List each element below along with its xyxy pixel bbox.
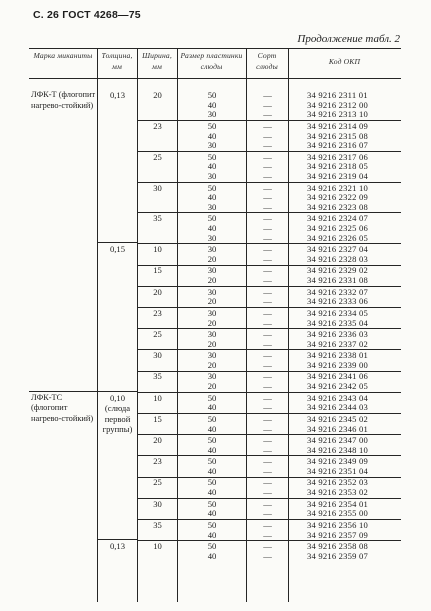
okp-code-value: 34 9216 2319 04: [307, 171, 369, 181]
plate-size-value: 40: [207, 130, 217, 141]
mica-sort-dash: —: [263, 359, 272, 370]
okp-code-value: 34 9216 2347 00: [307, 435, 369, 446]
mica-sort-dash: —: [263, 286, 272, 297]
plate-size-value: 40: [207, 529, 217, 540]
thickness-separator: [97, 242, 137, 243]
mica-sort-dash: —: [263, 161, 272, 172]
plate-size-value: 40: [207, 223, 217, 234]
width-value: 23: [153, 307, 162, 318]
okp-code-value: 34 9216 2321 10: [307, 182, 369, 193]
okp-code-value: 34 9216 2315 08: [307, 130, 369, 141]
mica-sort-dash: —: [263, 338, 272, 349]
okp-code-value: 34 9216 2344 03: [307, 402, 369, 413]
width-value: 15: [153, 265, 162, 276]
okp-code-value: 34 9216 2349 09: [307, 456, 369, 467]
plate-size-value: 50: [207, 392, 217, 403]
plate-size-value: 50: [207, 541, 217, 552]
mica-sort-dash: —: [263, 307, 272, 318]
mica-sort-dash: —: [263, 329, 272, 340]
mica-sort-dash: —: [263, 435, 272, 446]
width-value: 20: [153, 90, 162, 100]
mica-sort-dash: —: [263, 201, 272, 212]
plate-size-value: 30: [207, 265, 217, 276]
okp-code-value: 34 9216 2351 04: [307, 465, 369, 476]
plate-size-value: 50: [207, 90, 217, 100]
okp-code-value: 34 9216 2311 01: [307, 90, 368, 100]
plate-size-value: 20: [207, 381, 217, 392]
okp-code-value: 34 9216 2343 04: [307, 392, 369, 403]
plate-size-value: 50: [207, 213, 217, 224]
plate-size-value: 40: [207, 402, 217, 413]
plate-size-value: 30: [207, 286, 217, 297]
okp-code-value: 34 9216 2322 09: [307, 192, 369, 203]
okp-code-value: 34 9216 2355 00: [307, 508, 369, 519]
okp-code-value: 34 9216 2316 07: [307, 140, 369, 151]
plate-size-value: 30: [207, 307, 217, 318]
okp-code-value: 34 9216 2324 07: [307, 213, 369, 224]
mica-sort-dash: —: [263, 140, 272, 151]
plate-size-value: 30: [207, 244, 217, 255]
plate-size-value: 40: [207, 487, 217, 498]
mica-sort-dash: —: [263, 444, 272, 455]
plate-size-value: 50: [207, 120, 217, 131]
plate-size-value: 50: [207, 151, 217, 162]
plate-size-value: 50: [207, 456, 217, 467]
okp-code-value: 34 9216 2353 02: [307, 487, 369, 498]
plate-size-value: 30: [207, 371, 217, 382]
mica-sort-dash: —: [263, 244, 272, 255]
plate-size-value: 30: [207, 329, 217, 340]
okp-code-value: 34 9216 2329 02: [307, 265, 369, 276]
width-value: 25: [153, 477, 162, 488]
okp-code-value: 34 9216 2314 09: [307, 120, 369, 131]
okp-code-value: 34 9216 2332 07: [307, 286, 369, 297]
width-value: 30: [153, 182, 162, 193]
table-top-rule: [29, 48, 401, 49]
mica-sort-dash: —: [263, 99, 272, 110]
okp-code-value: 34 9216 2346 01: [307, 423, 369, 434]
table-continuation-caption: Продолжение табл. 2: [297, 33, 400, 45]
okp-code-value: 34 9216 2333 06: [307, 296, 369, 307]
width-value: 20: [153, 286, 162, 297]
plate-size-value: 30: [207, 350, 217, 361]
column-header-thickness: Толщина, мм: [101, 51, 133, 71]
okp-code-value: 34 9216 2326 05: [307, 232, 369, 243]
okp-code-value: 34 9216 2342 05: [307, 381, 369, 392]
thickness-value: 0,15: [109, 244, 126, 255]
mica-sort-dash: —: [263, 223, 272, 234]
okp-code-value: 34 9216 2354 01: [307, 498, 369, 509]
plate-size-value: 30: [207, 140, 217, 151]
width-value: 23: [153, 456, 162, 467]
plate-size-value: 20: [207, 296, 217, 307]
plate-size-value: 40: [207, 99, 217, 110]
mica-sort-dash: —: [263, 392, 272, 403]
width-value: 35: [153, 213, 162, 224]
mica-sort-dash: —: [263, 232, 272, 243]
plate-size-value: 20: [207, 317, 217, 328]
okp-code-value: 34 9216 2312 00: [307, 99, 369, 110]
mica-sort-dash: —: [263, 192, 272, 203]
okp-code-value: 34 9216 2325 06: [307, 223, 369, 234]
mica-sort-dash: —: [263, 550, 272, 561]
plate-size-value: 50: [207, 519, 217, 530]
okp-code-value: 34 9216 2328 03: [307, 253, 369, 264]
okp-code-value: 34 9216 2334 05: [307, 307, 369, 318]
width-value: 30: [153, 350, 162, 361]
thickness-value: 0,13: [109, 90, 126, 100]
okp-code-value: 34 9216 2313 10: [307, 109, 369, 120]
plate-size-value: 40: [207, 423, 217, 434]
okp-code-value: 34 9216 2339 00: [307, 359, 369, 370]
page-header-left: С. 26 ГОСТ 4268—75: [33, 9, 141, 21]
thickness-value: 0,13: [109, 541, 126, 552]
mica-sort-dash: —: [263, 317, 272, 328]
mica-sort-dash: —: [263, 487, 272, 498]
mica-sort-dash: —: [263, 541, 272, 552]
plate-size-value: 50: [207, 413, 217, 424]
okp-code-value: 34 9216 2352 03: [307, 477, 369, 488]
okp-code-value: 34 9216 2323 08: [307, 201, 369, 212]
mica-sort-dash: —: [263, 529, 272, 540]
mica-sort-dash: —: [263, 413, 272, 424]
mica-sort-dash: —: [263, 371, 272, 382]
table-header-rule: [29, 78, 401, 79]
width-value: 30: [153, 498, 162, 509]
column-divider: [97, 48, 98, 602]
mica-sort-dash: —: [263, 477, 272, 488]
plate-size-value: 30: [207, 109, 217, 120]
width-value: 10: [153, 244, 162, 255]
mica-sort-dash: —: [263, 350, 272, 361]
plate-size-value: 50: [207, 477, 217, 488]
okp-code-value: 34 9216 2338 01: [307, 350, 369, 361]
thickness-value: 0,10 (слюда первой группы): [102, 392, 133, 435]
mica-sort-dash: —: [263, 508, 272, 519]
width-value: 23: [153, 120, 162, 131]
thickness-separator: [97, 391, 137, 392]
mica-sort-dash: —: [263, 465, 272, 476]
plate-size-value: 40: [207, 161, 217, 172]
width-value: 25: [153, 151, 162, 162]
okp-code-value: 34 9216 2327 04: [307, 244, 369, 255]
plate-size-value: 40: [207, 508, 217, 519]
mica-sort-dash: —: [263, 498, 272, 509]
column-header-okp-code: Код ОКП: [328, 57, 361, 66]
mica-sort-dash: —: [263, 296, 272, 307]
plate-size-value: 40: [207, 192, 217, 203]
column-header-plate-size: Размер пластинки слюды: [180, 51, 243, 71]
width-value: 15: [153, 413, 162, 424]
okp-code-value: 34 9216 2341 06: [307, 371, 369, 382]
mica-sort-dash: —: [263, 90, 272, 100]
plate-size-value: 50: [207, 435, 217, 446]
plate-size-value: 30: [207, 171, 217, 181]
width-value: 25: [153, 329, 162, 340]
okp-code-value: 34 9216 2317 06: [307, 151, 369, 162]
mica-sort-dash: —: [263, 519, 272, 530]
okp-code-value: 34 9216 2359 07: [307, 550, 369, 561]
width-value: 35: [153, 519, 162, 530]
mica-sort-dash: —: [263, 213, 272, 224]
mica-sort-dash: —: [263, 402, 272, 413]
plate-size-value: 50: [207, 498, 217, 509]
mica-sort-dash: —: [263, 423, 272, 434]
material-grade: ЛФК-ТС (флогопит нагрево-стойкий): [31, 392, 94, 423]
width-value: 10: [153, 541, 162, 552]
mica-sort-dash: —: [263, 109, 272, 120]
okp-code-value: 34 9216 2336 03: [307, 329, 369, 340]
mica-sort-dash: —: [263, 171, 272, 181]
plate-size-value: 40: [207, 444, 217, 455]
mica-sort-dash: —: [263, 265, 272, 276]
okp-code-value: 34 9216 2318 05: [307, 161, 369, 172]
plate-size-value: 20: [207, 359, 217, 370]
okp-code-value: 34 9216 2357 09: [307, 529, 369, 540]
column-header-mica-sort: Сорт слюды: [256, 51, 278, 71]
okp-code-value: 34 9216 2345 02: [307, 413, 369, 424]
mica-sort-dash: —: [263, 275, 272, 286]
okp-code-value: 34 9216 2348 10: [307, 444, 369, 455]
thickness-separator: [97, 539, 137, 540]
mica-sort-dash: —: [263, 182, 272, 193]
width-value: 10: [153, 392, 162, 403]
width-value: 20: [153, 435, 162, 446]
mica-sort-dash: —: [263, 130, 272, 141]
plate-size-value: 40: [207, 465, 217, 476]
okp-code-value: 34 9216 2331 08: [307, 275, 369, 286]
okp-code-value: 34 9216 2356 10: [307, 519, 369, 530]
mica-sort-dash: —: [263, 151, 272, 162]
column-header-grade: Марка миканиты: [33, 51, 93, 60]
plate-size-value: 20: [207, 253, 217, 264]
plate-size-value: 40: [207, 550, 217, 561]
material-grade: ЛФК-Т (флогопит нагрево-стойкий): [31, 90, 96, 110]
plate-size-value: 30: [207, 232, 217, 243]
plate-size-value: 20: [207, 338, 217, 349]
plate-size-value: 30: [207, 201, 217, 212]
okp-code-value: 34 9216 2335 04: [307, 317, 369, 328]
plate-size-value: 20: [207, 275, 217, 286]
mica-sort-dash: —: [263, 456, 272, 467]
mica-sort-dash: —: [263, 381, 272, 392]
plate-size-value: 50: [207, 182, 217, 193]
mica-sort-dash: —: [263, 253, 272, 264]
material-separator: [29, 391, 97, 392]
okp-code-value: 34 9216 2358 08: [307, 541, 369, 552]
column-header-width: Ширина, мм: [142, 51, 172, 71]
mica-sort-dash: —: [263, 120, 272, 131]
width-value: 35: [153, 371, 162, 382]
okp-code-value: 34 9216 2337 02: [307, 338, 369, 349]
